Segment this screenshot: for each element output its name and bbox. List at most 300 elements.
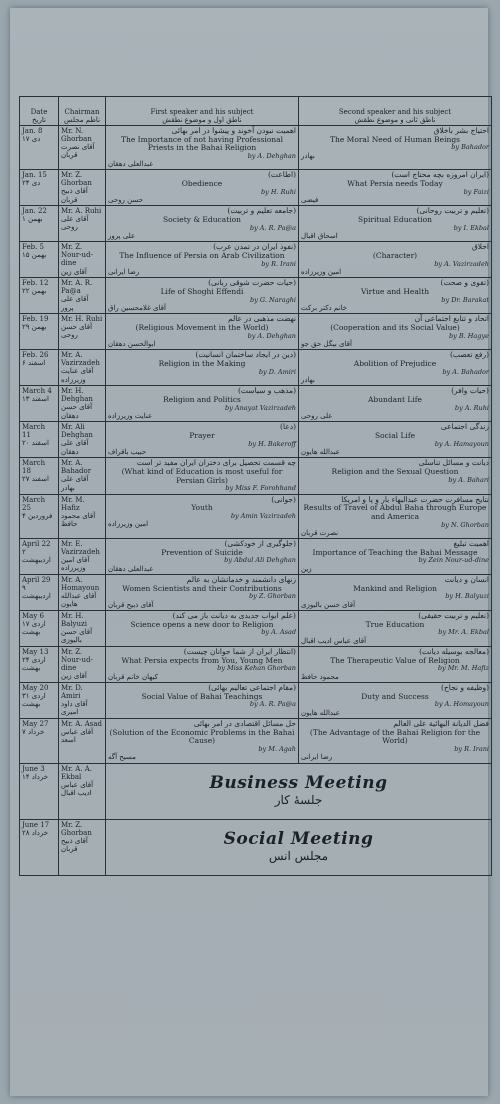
- subject-en: Social Value of Bahai Teachings: [141, 691, 263, 701]
- subject-fa: (وظیفه و نجاح): [441, 683, 489, 693]
- chairman-cell: [59, 350, 106, 386]
- subject-fa: فضل الدیانة البهائیة علی العالم: [393, 719, 489, 729]
- date-cell: [20, 314, 59, 350]
- second-speaker-cell: [299, 647, 492, 683]
- subject-en: Women Scientists and their Contributions: [122, 583, 282, 593]
- date-fa: ۲۲ بهمن: [22, 287, 47, 296]
- chairman-fa: آقای عنایت وزیرزاده: [61, 367, 94, 384]
- program-table: [19, 96, 492, 876]
- header-date-fa: تاریخ: [32, 115, 46, 124]
- date-cell: [20, 763, 59, 819]
- speaker-en: by A. Dehghan: [247, 331, 296, 340]
- table-row: [20, 242, 492, 278]
- chairman-fa: آقای زین: [61, 267, 87, 276]
- second-speaker-cell: [299, 314, 492, 350]
- speaker-fa: عبدالله هایون: [301, 448, 340, 457]
- date-fa: ۶ اسفند: [22, 359, 46, 368]
- header-first-fa: ناطق اول و موضوع نطقش: [162, 115, 242, 124]
- second-speaker-cell: [299, 683, 492, 719]
- subject-en: (Religious Movement in the World): [135, 323, 269, 333]
- second-speaker-cell: [299, 278, 492, 314]
- chairman-en: Mr. D. Amiri: [61, 684, 83, 701]
- second-speaker-cell: [299, 242, 492, 278]
- speaker-en: by Abdul Ali Dehghan: [224, 556, 296, 565]
- speaker-fa: رضا ایرانی: [301, 753, 333, 762]
- chairman-fa: آقای حسن روحی: [61, 323, 93, 340]
- table-row: [20, 458, 492, 494]
- subject-fa: اخلاق: [471, 242, 489, 252]
- first-speaker-cell: [106, 539, 299, 575]
- chairman-cell: [59, 683, 106, 719]
- chairman-fa: آقای نصرت قربان: [61, 143, 95, 160]
- chairman-fa: آقای حسن دهقان: [61, 403, 93, 420]
- subject-fa: انسان و دیانت: [444, 575, 489, 585]
- date-en: March 4: [22, 387, 52, 396]
- program-body: [20, 126, 492, 876]
- table-row: [20, 683, 492, 719]
- subject-en: What Persia needs Today: [347, 179, 443, 189]
- chairman-en: Mr. Z. Nour-ud-dine: [61, 648, 93, 673]
- chairman-en: Mr. A. Ruhi: [61, 207, 102, 216]
- speaker-fa: آقای بیگل حق جو: [301, 340, 352, 349]
- table-row: [20, 719, 492, 763]
- speaker-en: by A. Homayoun: [434, 700, 489, 709]
- first-speaker-cell: [106, 278, 299, 314]
- table-row: [20, 314, 492, 350]
- subject-fa: (تقوی و صحت): [440, 278, 489, 288]
- chairman-fa: آقای ذبیح قربان: [61, 187, 88, 204]
- chairman-cell: [59, 206, 106, 242]
- header-first-en: First speaker and his subject: [150, 107, 254, 116]
- speaker-fa: کیهان خانم قربان: [108, 672, 158, 681]
- speaker-en: by Mr. M. Hafiz: [437, 664, 489, 673]
- header-chairman: [59, 97, 106, 126]
- first-speaker-cell: [106, 494, 299, 538]
- speaker-fa: عبدالعلی دهقان: [108, 160, 154, 169]
- date-en: June 3: [22, 764, 45, 773]
- chairman-fa: آقای زین: [61, 672, 87, 681]
- speaker-fa: علی پرور: [108, 232, 136, 241]
- subject-fa: (تعلیم و تربیت روحانی): [416, 206, 489, 216]
- chairman-fa: آقای عباس اسعد: [61, 728, 94, 745]
- speaker-en: by G. Naraghi: [250, 295, 296, 304]
- chairman-cell: [59, 819, 106, 875]
- chairman-fa: آقای عباس ادیب اقبال: [61, 780, 94, 797]
- speaker-en: by Miss F. Forohhand: [225, 484, 296, 493]
- chairman-en: Mr. H. Dehghan: [61, 387, 93, 404]
- second-speaker-cell: [299, 539, 492, 575]
- chairman-cell: [59, 170, 106, 206]
- subject-en: The Importance of not having Professional Priests in the Bahai Religion: [120, 134, 283, 153]
- first-speaker-cell: [106, 170, 299, 206]
- subject-fa: (حیات حضرت شوقی ربانی): [208, 278, 296, 288]
- chairman-fa: آقای داود امیری: [61, 700, 88, 717]
- second-speaker-cell: [299, 575, 492, 611]
- chairman-en: Mr. A. Asad: [61, 720, 103, 729]
- subject-fa: (ایران امروزه بچه محتاج است): [391, 170, 489, 180]
- chairman-en: Mr. A. R. Pa@a: [61, 279, 93, 296]
- chairman-en: Mr. A. Bahador: [61, 459, 92, 476]
- subject-fa: اهمیت تبلیغ: [453, 539, 489, 549]
- table-row: [20, 386, 492, 422]
- subject-fa: (مذهب و سیاست): [238, 386, 296, 396]
- subject-en: Prayer: [189, 431, 215, 441]
- date-fa: ۲۹ بهمن: [22, 323, 47, 332]
- subject-fa: دیانت و مسائل تناسلی: [418, 458, 489, 468]
- subject-fa: اتحاد و تتابع اجتماعی آن: [414, 314, 489, 324]
- subject-en: (Character): [372, 251, 418, 261]
- special-meeting-row: [20, 819, 492, 875]
- speaker-fa: نصرت قربان: [301, 529, 339, 538]
- date-cell: [20, 819, 59, 875]
- first-speaker-cell: [106, 126, 299, 170]
- subject-en: Youth: [191, 503, 213, 513]
- chairman-cell: [59, 422, 106, 458]
- second-speaker-cell: [299, 458, 492, 494]
- chairman-cell: [59, 242, 106, 278]
- date-en: May 20: [22, 684, 49, 693]
- chairman-fa: آقای علی پرور: [61, 295, 89, 312]
- subject-fa: (دین در ایجاد ساختمان انسانیت): [195, 350, 296, 360]
- speaker-en: by H. Balyuzi: [445, 592, 489, 601]
- chairman-cell: [59, 719, 106, 763]
- speaker-fa: عنایت وزیرزاده: [108, 412, 153, 421]
- meeting-title-cell: [106, 819, 492, 875]
- speaker-en: by Anayat Vazirzadeh: [225, 403, 296, 412]
- date-cell: [20, 575, 59, 611]
- chairman-en: Mr. Z. Ghorban: [61, 171, 92, 188]
- first-speaker-cell: [106, 386, 299, 422]
- first-speaker-cell: [106, 314, 299, 350]
- speaker-fa: آقای غلامحسین راق: [108, 304, 166, 313]
- chairman-fa: آقای علی بهادر: [61, 475, 89, 492]
- chairman-en: Mr. H. Balyuzi: [61, 612, 87, 629]
- speaker-en: by Zein Nour-ud-dine: [418, 556, 489, 565]
- subject-fa: حل مسائل اقتصادی در امر بهائی: [193, 719, 296, 729]
- date-fa: ۲۰ اسفند: [22, 439, 49, 448]
- chairman-fa: آقای محمود حافظ: [61, 511, 96, 528]
- subject-fa: (علم ابواب جدیدی به دیانت باز می کند): [172, 611, 296, 621]
- first-speaker-cell: [106, 242, 299, 278]
- speaker-en: by A. Bahari: [448, 475, 489, 484]
- date-en: April 29: [22, 576, 51, 585]
- subject-en: Science opens a new door to Religion: [130, 619, 274, 629]
- date-en: Feb. 5: [22, 243, 45, 252]
- speaker-fa: امین وزیرزاده: [108, 520, 149, 529]
- chairman-en: Mr. Z. Ghorban: [61, 820, 92, 837]
- subject-fa: (نفوذ ایران در تمدن عرب): [213, 242, 296, 252]
- speaker-fa: خانم دکتر برکت: [301, 304, 347, 313]
- subject-en: Virtue and Health: [360, 287, 430, 297]
- date-cell: [20, 719, 59, 763]
- chairman-en: Mr. A. A. Ekbal: [61, 764, 92, 781]
- speaker-en: by A. R. Pa@a: [249, 700, 296, 709]
- table-row: [20, 350, 492, 386]
- speaker-fa: عبدالله هایون: [301, 708, 340, 717]
- subject-fa: چه قسمت تحصیل برای دختران ایران مفید تر است: [136, 458, 296, 468]
- speaker-fa: ابوالحسن دهقان: [108, 340, 156, 349]
- speaker-en: by Miss Kehan Ghorban: [217, 664, 296, 673]
- meeting-title-cell: [106, 763, 492, 819]
- speaker-fa: رضا ایرانی: [108, 268, 140, 277]
- speaker-fa: بهادر: [301, 376, 315, 385]
- speaker-en: by N. Ghorban: [441, 520, 489, 529]
- subject-en: Religion and the Sexual Question: [331, 467, 459, 477]
- second-speaker-cell: [299, 206, 492, 242]
- meeting-title-fa: جلسهٔ کار: [274, 792, 323, 807]
- second-speaker-cell: [299, 126, 492, 170]
- header-second-fa: ناطق ثانی و موضوع نطقش: [354, 115, 436, 124]
- subject-en: Social Life: [374, 431, 416, 441]
- subject-en: Results of Travel of Abdul Baha through Europe and America: [303, 503, 487, 521]
- speaker-en: by A. Dehghan: [247, 151, 296, 160]
- chairman-en: Mr. H. Ruhi: [61, 315, 103, 324]
- meeting-title-en: Business Meeting: [209, 773, 388, 794]
- date-fa: ۱۷ اردی بهشت: [22, 620, 46, 637]
- date-fa: ۴ فروردین: [22, 511, 53, 520]
- speaker-en: by Amin Vazirzadeh: [230, 511, 296, 520]
- chairman-en: Mr. M. Hafiz: [61, 495, 85, 512]
- chairman-fa: آقای امین وزیرزاده: [61, 556, 90, 573]
- subject-fa: زندگی اجتماعی: [440, 422, 489, 432]
- subject-fa: احتیاج بشر باخلاق: [433, 126, 489, 135]
- speaker-en: by M. Agah: [258, 745, 296, 753]
- date-cell: [20, 539, 59, 575]
- speaker-en: by Bahador: [451, 143, 489, 152]
- second-speaker-cell: [299, 611, 492, 647]
- date-en: Jan. 22: [22, 207, 47, 216]
- date-en: March 18: [22, 459, 46, 476]
- second-speaker-cell: [299, 494, 492, 538]
- subject-fa: نهضت مذهبی در عالم: [228, 314, 296, 324]
- date-cell: [20, 350, 59, 386]
- header-chairman-en: Chairman: [64, 107, 100, 116]
- header-second-en: Second speaker and his subject: [338, 107, 452, 116]
- date-en: April 22: [22, 540, 51, 549]
- table-row: [20, 575, 492, 611]
- date-cell: [20, 647, 59, 683]
- date-cell: [20, 242, 59, 278]
- chairman-cell: [59, 647, 106, 683]
- speaker-en: by A. Hamayoun: [434, 439, 489, 448]
- subject-en: Duty and Success: [361, 691, 429, 701]
- second-speaker-cell: [299, 170, 492, 206]
- header-date-en: Date: [30, 107, 48, 116]
- chairman-fa: آقای علی دهقان: [61, 439, 89, 456]
- speaker-en: by A. Vazirzadeh: [434, 259, 489, 268]
- speaker-fa: امین وزیرزاده: [301, 268, 342, 277]
- speaker-en: by Z. Ghorban: [248, 592, 296, 601]
- speaker-fa: آقای ذبیح قربان: [108, 600, 154, 609]
- date-cell: [20, 422, 59, 458]
- chairman-cell: [59, 314, 106, 350]
- speaker-en: by I. Ekbal: [453, 223, 489, 232]
- meeting-title-en: Social Meeting: [223, 829, 374, 850]
- header-date: [20, 97, 59, 126]
- date-en: Jan. 15: [22, 171, 47, 180]
- subject-fa: (دعا): [280, 422, 296, 432]
- date-fa: ۲۴ دی: [22, 179, 41, 188]
- subject-fa: (اطاعت): [267, 170, 296, 180]
- first-speaker-cell: [106, 206, 299, 242]
- date-en: May 6: [22, 612, 44, 621]
- date-en: Jan. 8: [22, 127, 43, 135]
- chairman-fa: آقای ذبیح قربان: [61, 836, 88, 853]
- subject-en: Importance of Teaching the Bahai Message: [312, 547, 478, 557]
- speaker-en: by A. Ruhi: [454, 403, 489, 412]
- chairman-en: Mr. Z. Nour-ud-dine: [61, 243, 93, 268]
- subject-fa: (رفع تعصب): [449, 350, 489, 360]
- date-cell: [20, 458, 59, 494]
- speaker-en: by Dr. Barakat: [441, 295, 489, 304]
- date-cell: [20, 126, 59, 170]
- date-fa: ۱۴ خرداد: [22, 772, 49, 781]
- chairman-cell: [59, 278, 106, 314]
- date-cell: [20, 683, 59, 719]
- date-fa: ۱۷ دی: [22, 135, 41, 144]
- table-row: [20, 126, 492, 170]
- subject-en: The Influence of Persia on Arab Civilization: [119, 251, 285, 261]
- speaker-en: by R. Irani: [261, 259, 296, 268]
- subject-en: Religion and Politics: [163, 395, 241, 405]
- date-fa: ۲۸ خرداد: [22, 828, 49, 837]
- table-row: [20, 170, 492, 206]
- chairman-fa: آقای علی روحی: [61, 215, 89, 232]
- chairman-en: Mr. N. Ghorban: [61, 127, 92, 144]
- table-row: [20, 422, 492, 458]
- speaker-fa: بهادر: [301, 151, 315, 160]
- chairman-cell: [59, 386, 106, 422]
- subject-en: Mankind and Religion: [353, 583, 437, 593]
- date-en: Feb. 12: [22, 279, 49, 288]
- speaker-en: by R. Irani: [454, 745, 489, 753]
- subject-en: The Therapeutic Value of Religion: [330, 655, 460, 665]
- speaker-fa: اسحاق اقبال: [301, 232, 338, 241]
- second-speaker-cell: [299, 386, 492, 422]
- subject-fa: اهمیت نبودن آخوند و پیشوا در امر بهائی: [171, 126, 296, 135]
- subject-fa: (جوانی): [271, 494, 296, 504]
- subject-fa: (انتظار ایران از شما جوانان چیست): [183, 647, 296, 657]
- speaker-fa: مسیح آگه: [108, 753, 136, 762]
- first-speaker-cell: [106, 350, 299, 386]
- speaker-fa: آقای عباس ادیب اقبال: [301, 636, 367, 645]
- chairman-en: Mr. A. Vazirzadeh: [61, 351, 100, 368]
- subject-en: Abolition of Prejudice: [353, 359, 437, 369]
- speaker-en: by Faizi: [463, 187, 489, 196]
- date-en: Feb. 26: [22, 351, 49, 360]
- subject-en: (Solution of the Economic Problems in the Bahai Cause): [109, 727, 295, 746]
- chairman-cell: [59, 494, 106, 538]
- table-row: [20, 611, 492, 647]
- speaker-en: by H. Ruhi: [260, 187, 296, 196]
- chairman-cell: [59, 763, 106, 819]
- subject-fa: زنهای دانشمند و خدماتشان به عالم: [186, 575, 296, 585]
- chairman-fa: آقای عبدالله هایون: [61, 592, 97, 609]
- chairman-en: Mr. A. Homayoun: [61, 576, 100, 593]
- chairman-en: Mr. Ali Dehghan: [61, 423, 93, 440]
- table-row: [20, 278, 492, 314]
- speaker-en: by H. Bakeroff: [248, 439, 296, 448]
- subject-en: What Persia expects from You, Young Men: [121, 655, 283, 665]
- subject-en: The Moral Need of Human Beings: [330, 134, 460, 144]
- header-second-speaker: [299, 97, 492, 126]
- chairman-fa: آقای حسن بالیوزی: [61, 628, 93, 645]
- date-cell: [20, 170, 59, 206]
- table-row: [20, 539, 492, 575]
- chairman-en: Mr. E. Vazirzadeh: [61, 540, 100, 557]
- subject-fa: (مقام اجتماعی تعالیم بهائی): [208, 683, 296, 693]
- subject-en: (The Advantage of the Bahai Religion for the World): [309, 727, 481, 746]
- speaker-en: by A. R. Pa@a: [249, 223, 296, 232]
- date-en: March 25: [22, 495, 46, 512]
- first-speaker-cell: [106, 683, 299, 719]
- subject-en: True Education: [365, 619, 425, 629]
- speaker-fa: حسن روحی: [108, 196, 144, 205]
- speaker-en: by A. Bahador: [442, 367, 489, 376]
- special-meeting-row: [20, 763, 492, 819]
- date-cell: [20, 611, 59, 647]
- date-fa: ۱۵ بهمن: [22, 251, 47, 260]
- table-row: [20, 647, 492, 683]
- subject-en: (What kind of Education is most useful for Persian Girls): [121, 467, 283, 485]
- chairman-cell: [59, 575, 106, 611]
- speaker-en: by Mr. A. Ekbal: [438, 628, 489, 637]
- subject-fa: (تعلیم و تربیت حقیقی): [418, 611, 489, 621]
- first-speaker-cell: [106, 575, 299, 611]
- date-fa: ۳۱ اردی بهشت: [22, 692, 46, 709]
- speaker-en: by B. Hagye: [448, 331, 489, 340]
- chairman-cell: [59, 611, 106, 647]
- speaker-fa: حبیب باقراف: [108, 448, 147, 457]
- speaker-fa: علی روحی: [301, 412, 333, 421]
- first-speaker-cell: [106, 611, 299, 647]
- subject-fa: نتایج مسافرت حضرت عبدالبهاء بار و پا و امریکا: [341, 494, 489, 504]
- speaker-en: by A. Asad: [261, 628, 296, 637]
- second-speaker-cell: [299, 719, 492, 763]
- speaker-en: by D. Amiri: [258, 367, 296, 376]
- subject-fa: (حیات وافر): [451, 386, 489, 396]
- subject-fa: (معالجه بوسیله دیانت): [419, 647, 489, 657]
- table-row: [20, 206, 492, 242]
- date-cell: [20, 386, 59, 422]
- subject-en: Religion in the Making: [158, 359, 246, 369]
- header-first-speaker: [106, 97, 299, 126]
- subject-en: Society & Education: [163, 215, 241, 225]
- speaker-fa: آقای حسن بالیوزی: [301, 600, 356, 609]
- speaker-fa: عبدالعلی دهقان: [108, 564, 154, 573]
- date-en: May 27: [22, 720, 49, 729]
- date-en: Feb. 19: [22, 315, 49, 324]
- chairman-cell: [59, 539, 106, 575]
- subject-en: Spiritual Education: [358, 215, 432, 225]
- date-fa: ۲۴ اردی بهشت: [22, 656, 46, 673]
- date-fa: ۲ اردیبهشت: [22, 548, 51, 565]
- chairman-cell: [59, 126, 106, 170]
- first-speaker-cell: [106, 458, 299, 494]
- header-row: [20, 97, 492, 126]
- date-cell: [20, 278, 59, 314]
- date-en: June 17: [22, 820, 50, 829]
- date-fa: ۹ اردیبهشت: [22, 584, 51, 601]
- date-en: May 13: [22, 648, 49, 657]
- subject-en: Life of Shoghi Effendi: [160, 287, 244, 297]
- subject-fa: (جامعه تعلیم و تربیت): [227, 206, 296, 216]
- table-row: [20, 494, 492, 538]
- date-fa: ۱ بهمن: [22, 215, 43, 224]
- date-en: March 11: [22, 423, 46, 440]
- chairman-cell: [59, 458, 106, 494]
- second-speaker-cell: [299, 422, 492, 458]
